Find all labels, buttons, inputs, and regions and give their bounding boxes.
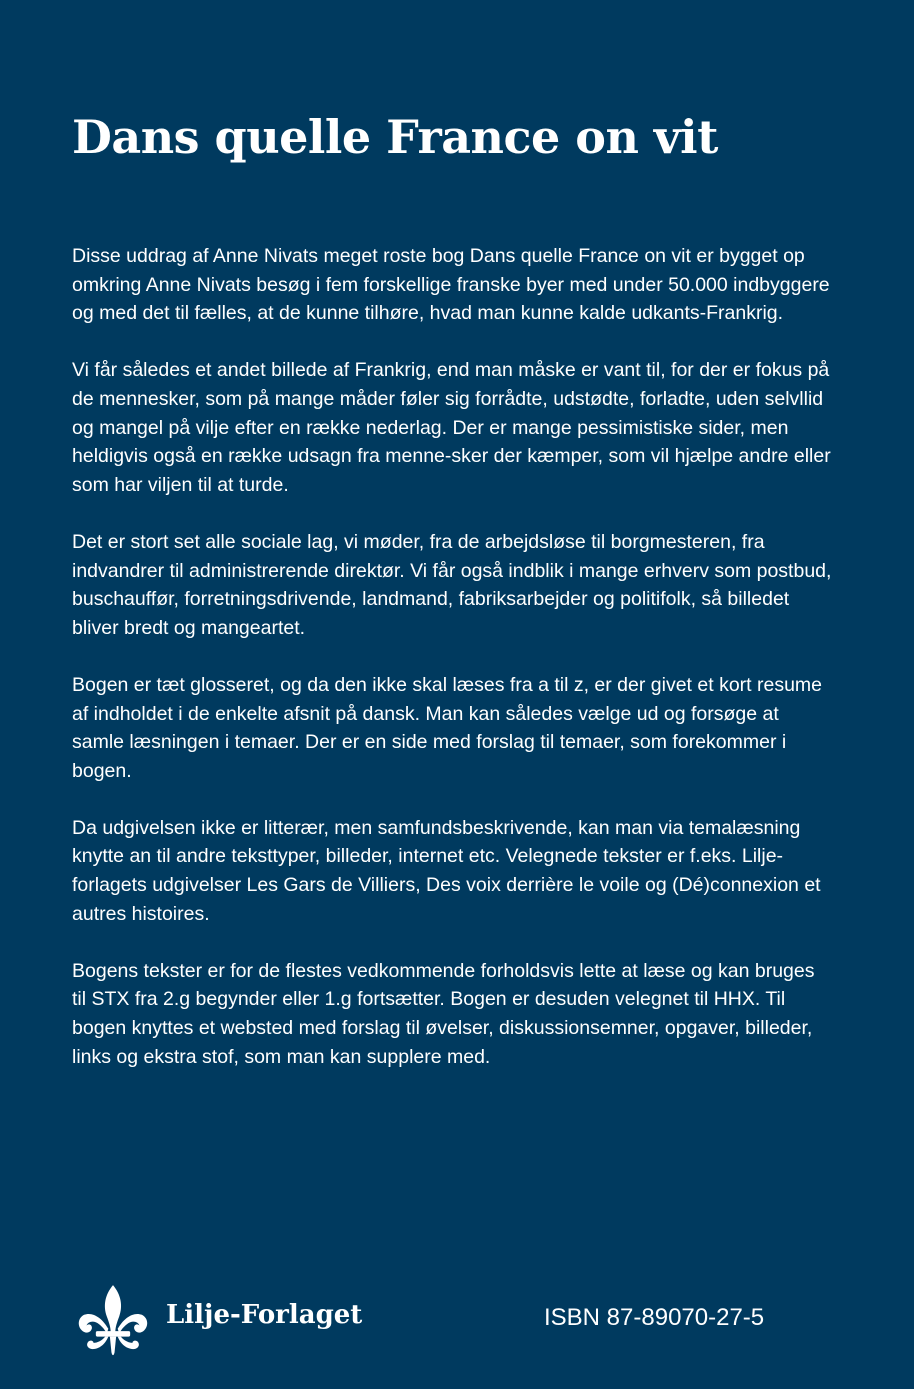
blurb-paragraph: Det er stort set alle sociale lag, vi møder, fra de arbejdsløse til borgmesteren, fra indvandrer til administrerende direktør. Vi får også indblik i mange erhverv som postbud, buschauffør, forretningsdrivende, landmand, fabriksarbejder og politifolk, så billedet bliver bredt og mangeartet. (72, 530, 832, 639)
blurb-paragraph: Da udgivelsen ikke er litterær, men samfundsbeskrivende, kan man via temalæsning knytte an til andre teksttyper, billeder, internet etc. Velegnede tekster er f.eks. Lilje-forlagets udgivelser Les Gars de Villiers, Des voix derrière le voile og (Dé)connexion et autres histoires. (72, 816, 821, 925)
fleur-de-lis-icon (74, 1282, 152, 1360)
blurb-paragraph: Bogens tekster er for de flestes vedkommende forholdsvis lette at læse og kan bruges til STX fra 2.g begynder eller 1.g fortsætter. Bogen er desuden velegnet til HHX. Til bogen knyttes et websted med forslag til øvelser, diskussionsemner, opgaver, billeder, links og ekstra stof, som man kan supplere med. (72, 959, 815, 1068)
blurb-paragraph: Vi får således et andet billede af Frankrig, end man måske er vant til, for der er fokus på de mennesker, som på mange måder føler sig forrådte, udstødte, forladte, uden selvllid og mangel på vilje efter en række nederlag. Der er mange pessimistiske sider, men heldigvis også en række udsagn fra menne-sker der kæmper, som vil hjælpe andre eller som har viljen til at turde. (72, 359, 831, 496)
isbn: ISBN 87-89070-27-5 (544, 1304, 765, 1331)
blurb-paragraph: Bogen er tæt glosseret, og da den ikke skal læses fra a til z, er der givet et kort resume af indholdet i de enkelte afsnit på dansk. Man kan således vælge ud og forsøge at samle læsningen i temaer. Der er en side med forslag til temaer, som forekommer i bogen. (72, 673, 823, 782)
blurb (72, 242, 832, 1100)
book-title: Dans quelle France on vit (72, 110, 718, 164)
publisher-name: Lilje-Forlaget (166, 1300, 363, 1330)
blurb-paragraph: Disse uddrag af Anne Nivats meget roste bog Dans quelle France on vit er bygget op omkring Anne Nivats besøg i fem forskellige franske byer med under 50.000 indbyggere og med det til fælles, at de kunne tilhøre, hvad man kunne kalde udkants-Frankrig. (72, 245, 830, 325)
